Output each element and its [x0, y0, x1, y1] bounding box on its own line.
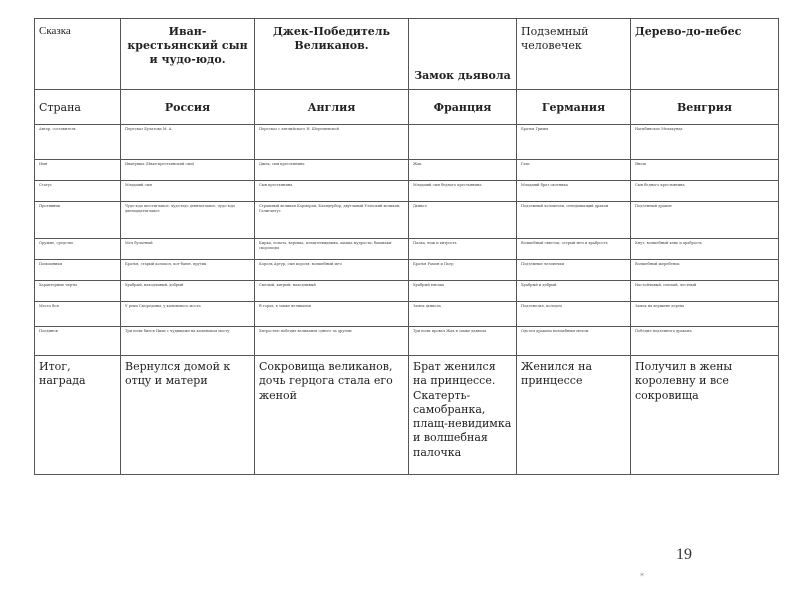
table-cell: Страшный великан Корморан, Бландербор, двуглавый Уэльский великан, Галигантус — [255, 202, 409, 239]
tale-header-1: Иван-крестьянский сын и чудо-юдо. — [121, 19, 255, 90]
table-cell: Волшебный свисток, острый меч и храбрость — [517, 239, 631, 260]
table-cell: В горах, в замке великанов — [255, 302, 409, 327]
result-cell-3: Брат женился на принцессе. Скатерть-самобранка, плащ-невидимка и волшебная палочка — [409, 356, 517, 475]
table-cell: Одолел дракона волшебным мечом — [517, 327, 631, 356]
table-cell: Победил подземного дракона — [631, 327, 779, 356]
header-row — [35, 19, 779, 90]
table-cell: Чудо-юдо шестиглавое, чудо-юдо девятиглавое, чудо-юдо двенадцатиглавое — [121, 202, 255, 239]
header-label-cell: Сказка — [35, 19, 121, 90]
tale-header-5: Дерево-до-небес — [631, 19, 779, 90]
country-cell-3: Франция — [409, 90, 517, 125]
table-cell: Храбрый юноша — [409, 281, 517, 302]
table-cell: Сын крестьянина — [255, 181, 409, 202]
table-cell: Подземные человечки — [517, 260, 631, 281]
table-cell: Король Артур, сын короля, волшебный меч — [255, 260, 409, 281]
result-cell-2: Сокровища великанов, дочь герцога стала его женой — [255, 356, 409, 475]
table-row — [35, 125, 779, 160]
table-cell: Замок на вершине дерева — [631, 302, 779, 327]
table-cell: Подземный человечек, огнедышащий дракон — [517, 202, 631, 239]
row-label-cell: Поединок — [35, 327, 121, 356]
table-cell: Пересказ с английского Н. Шерешевской — [255, 125, 409, 160]
country-cell-1: Россия — [121, 90, 255, 125]
result-label-cell: Итог, награда — [35, 356, 121, 475]
table-cell: Жак — [409, 160, 517, 181]
table-cell: Подземный дракон — [631, 202, 779, 239]
result-cell-4: Женился на принцессе — [517, 356, 631, 475]
table-row — [35, 202, 779, 239]
table-cell: Младший сын — [121, 181, 255, 202]
tale-header-4: Подземный человечек — [517, 19, 631, 90]
table-cell: Нагибинское Мелакунда — [631, 125, 779, 160]
table-cell: Кнут, волшебный конь и храбрость — [631, 239, 779, 260]
page-number: 19 — [676, 546, 692, 563]
table-cell: Младший брат охотника — [517, 181, 631, 202]
table-row — [35, 260, 779, 281]
country-label-cell: Страна — [35, 90, 121, 125]
table-cell: Палка, нож и хитрость — [409, 239, 517, 260]
table-cell: Дьявол — [409, 202, 517, 239]
table-row — [35, 281, 779, 302]
country-cell-2: Англия — [255, 90, 409, 125]
table-row — [35, 181, 779, 202]
table-cell: Сын бедного крестьянина — [631, 181, 779, 202]
table-cell: Три ночи бился Иван с чудищами на калиновом мосту — [121, 327, 255, 356]
table-cell: Замок дьявола — [409, 302, 517, 327]
tale-header-2: Джек-Победитель Великанов. — [255, 19, 409, 90]
table-cell: Пересказ Булатова М. А. — [121, 125, 255, 160]
row-label-cell: Статус — [35, 181, 121, 202]
table-cell: Храбрый, находчивый, добрый — [121, 281, 255, 302]
row-label-cell: Оружие, средство — [35, 239, 121, 260]
country-cell-5: Венгрия — [631, 90, 779, 125]
table-cell: Меч булатный — [121, 239, 255, 260]
tale-header-3: Замок дьявола — [409, 19, 517, 90]
footer-mark: * — [640, 572, 644, 581]
table-cell: Три ночи провел Жак в замке дьявола — [409, 327, 517, 356]
table-row — [35, 239, 779, 260]
table-cell: Ганс — [517, 160, 631, 181]
table-cell: Братья, старый колокол, кот-баюн, прутик — [121, 260, 255, 281]
table-cell: Братья Рамон и Пьер — [409, 260, 517, 281]
row-label-cell: Имя — [35, 160, 121, 181]
fairy-tale-comparison-table — [34, 18, 779, 475]
table-cell: У реки Смородины, у калинового моста — [121, 302, 255, 327]
row-label-cell: Характерные черты — [35, 281, 121, 302]
country-row — [35, 90, 779, 125]
row-label-cell: Автор, составитель — [35, 125, 121, 160]
row-label-cell: Противник — [35, 202, 121, 239]
table-cell: Смелый, хитрый, находчивый — [255, 281, 409, 302]
table-cell: Хитростью победил великанов одного за другим — [255, 327, 409, 356]
table-cell: Иванушка (Иван-крестьянский сын) — [121, 160, 255, 181]
table-cell: Настойчивый, смелый, честный — [631, 281, 779, 302]
comparison-table-wrapper — [34, 18, 778, 475]
table-row — [35, 302, 779, 327]
table-row — [35, 160, 779, 181]
table-cell: Кирка, лопата, веревка, плащ-невидимка, шапка мудрости, башмаки-скороходы — [255, 239, 409, 260]
row-label-cell: Помощники — [35, 260, 121, 281]
table-cell: Подземелье, колодец — [517, 302, 631, 327]
table-cell: Янош — [631, 160, 779, 181]
table-cell: Братья Гримм — [517, 125, 631, 160]
table-cell: Джек, сын крестьянина — [255, 160, 409, 181]
result-cell-1: Вернулся домой к отцу и матери — [121, 356, 255, 475]
table-cell — [409, 125, 517, 160]
table-cell: Младший сын бедного крестьянина — [409, 181, 517, 202]
result-row — [35, 356, 779, 475]
table-row — [35, 327, 779, 356]
result-cell-5: Получил в жены королевну и все сокровища — [631, 356, 779, 475]
row-label-cell: Место боя — [35, 302, 121, 327]
table-cell: Храбрый и добрый — [517, 281, 631, 302]
country-cell-4: Германия — [517, 90, 631, 125]
table-cell: Волшебный жеребенок — [631, 260, 779, 281]
